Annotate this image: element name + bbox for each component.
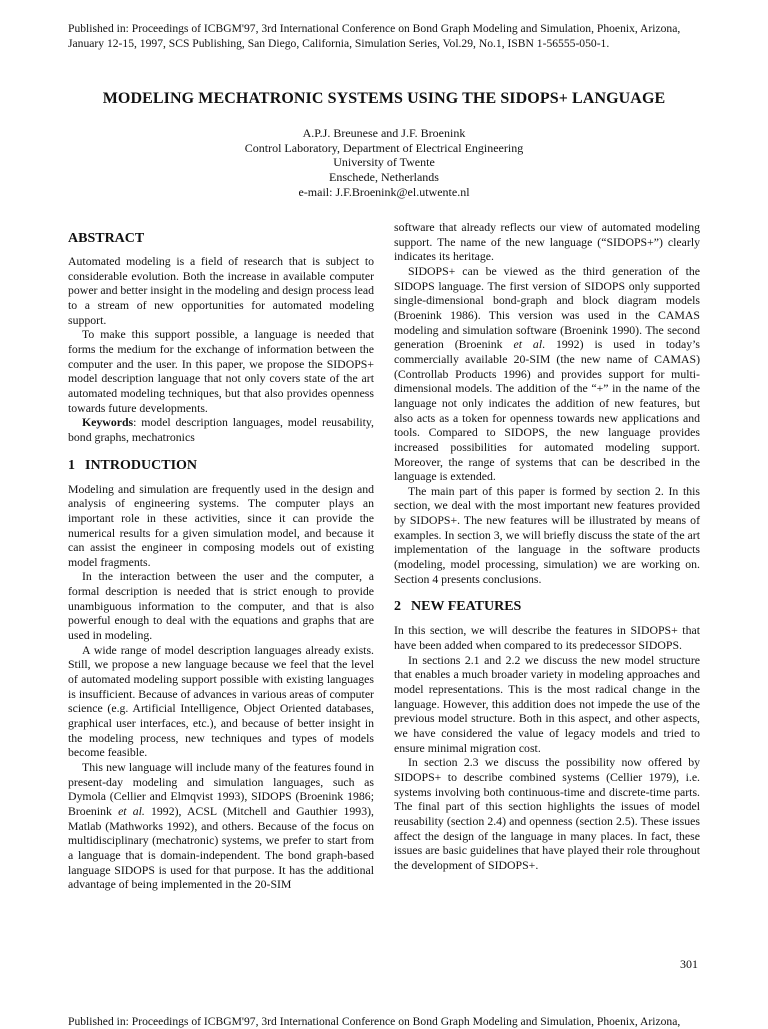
body-paragraph: The main part of this paper is formed by section 2. In this section, we deal with the most important new features provided by SIDOPS+. The new features will be illustrated by means of examples. In section 3, we will briefly discuss the state of the art implementation of the language in the software products (modeling, model processing, simulation) we are working on. Section 4 presents conclusions. — [394, 483, 700, 586]
body-paragraph: In section 2.3 we discuss the possibility now offered by SIDOPS+ to describe combined systems (Cellier 1979), i.e. systems involving both continuous-time and discrete-time parts. The final part of this section highlights the issues of model reusability (section 2.4) and openness (section 2.5). These issues affect the design of the language in many places. In fact, these issues are basic guidelines that have played their role throughout the development of SIDOPS+. — [394, 755, 700, 872]
body-paragraph: In this section, we will describe the features in SIDOPS+ that have been added when compared to its predecessor SIDOPS. — [394, 623, 700, 653]
abstract-paragraph: To make this support possible, a language is needed that forms the medium for the exchange of information between the computer and the user. In this paper, we propose the SIDOPS+ model description language that not only covers state of the art automated modeling techniques, but that also provides openness towards future developments. — [68, 327, 374, 415]
page-number: 301 — [680, 957, 698, 971]
body-paragraph: In sections 2.1 and 2.2 we discuss the new model structure that enables a much broader variety in modeling approaches and model representations. This is the most radical change in the language. However, this addition does not impede the use of the previous model structure. Both in this aspect, and other aspects, we have considered the value of legacy models and tried to ensure minimal migration cost. — [394, 652, 700, 755]
keywords-label: Keywords — [82, 415, 134, 430]
section-number: 1 — [68, 457, 75, 473]
author-email: e-mail: J.F.Broenink@el.utwente.nl — [298, 184, 470, 199]
body-paragraph: A wide range of model description languages already exists. Still, we propose a new language because we feel that the level of automated modeling support possible with existing languages is insufficient. Because of advances in various areas of computer science (e.g. Artificial Intelligence, Object Oriented databases, graphical user interfaces, etc.), and because of better insight in the modeling process, new techniques and types of models become feasible. — [68, 642, 374, 760]
publication-note: Published in: Proceedings of ICBGM'97, 3rd International Conference on Bond Graph Modeling and Simulation, Phoenix, Arizona, January 12-15, 1997, SCS Publishing, San Diego, California, Simulation Series, Vol.29, No.1, ISBN 1-56555-050-1. — [68, 22, 681, 50]
publication-note-footer: Published in: Proceedings of ICBGM'97, 3rd International Conference on Bond Graph Modeling and Simulation, Phoenix, Arizona, — [68, 1015, 681, 1028]
author-names: A.P.J. Breunese and J.F. Broenink — [302, 126, 466, 140]
author-location: Enschede, Netherlands — [329, 170, 439, 185]
body-paragraph-continued: software that already reflects our view of automated modeling support. The name of the new language (“SIDOPS+”) clearly indicates its heritage. — [394, 220, 700, 264]
section-title: INTRODUCTION — [85, 457, 198, 473]
abstract-paragraph: Automated modeling is a field of research that is subject to considerable evolution. Both the increase in available computer power and better insight in the modeling and design process lead to a stream of new opportunities for automated modeling support. — [68, 254, 374, 327]
body-paragraph: This new language will include many of the features found in present-day modeling and simulation languages, such as Dymola (Cellier and Elmqvist 1993), SIDOPS (Broenink 1986; Broenink et al. 1992), ACSL (Mitchell and Gauthier 1993), Matlab (Mathworks 1992), and others. Because of the focus on multidisciplinary (mechatronic) systems, we prefer to start from a language that is domain-independent. The bond graph-based language SIDOPS is used for that purpose. It has the additional advantage of being implemented in the 20-SIM — [68, 760, 374, 892]
new-features-heading — [394, 598, 700, 616]
abstract-heading: ABSTRACT — [68, 231, 145, 246]
keywords-text: : model description languages, model reusability, bond graphs, mechatronics — [68, 415, 374, 444]
left-column — [68, 221, 374, 892]
body-paragraph: Modeling and simulation are frequently used in the design and analysis of engineering systems. The computer plays an important role in these activities, since it can provide the numerical results for a given simulation model, and because it can assist the engineer in composing models out of existing model fragments. — [68, 481, 374, 569]
paper-title: MODELING MECHATRONIC SYSTEMS USING THE SIDOPS+ LANGUAGE — [102, 90, 666, 107]
body-paragraph: SIDOPS+ can be viewed as the third generation of the SIDOPS language. The first version of SIDOPS only supported single-dimensional bond-graph and block diagram models (Broenink 1986). This version was used in the CAMAS modeling and simulation software (Broenink 1990). The second generation (Broenink et al. 1992) is used in today’s commercially available 20-SIM (the new name of CAMAS) (Controllab Products 1996) and provides support for multi-dimensional models. The addition of the “+” in the name of the language not only indicates the addition of new features, but also acts as a token for openness towards new applications and tools. Compared to SIDOPS, the new language provides increased possibilities for automated modeling support. Moreover, the range of systems that can be described in the language is extended. — [394, 263, 700, 484]
body-paragraph: In the interaction between the user and the computer, a formal description is needed that is strict enough to provide unambiguous information to the computer, and that is also powerful enough to deal with the equations and graphs that are used in modeling. — [68, 569, 374, 643]
keywords — [68, 415, 374, 444]
author-affiliation: Control Laboratory, Department of Electrical Engineering — [244, 140, 524, 155]
section-number: 2 — [394, 599, 401, 615]
author-block — [0, 126, 768, 200]
introduction-heading — [68, 457, 374, 475]
section-title: NEW FEATURES — [411, 599, 522, 615]
right-column — [394, 220, 700, 873]
author-university: University of Twente — [333, 155, 435, 170]
